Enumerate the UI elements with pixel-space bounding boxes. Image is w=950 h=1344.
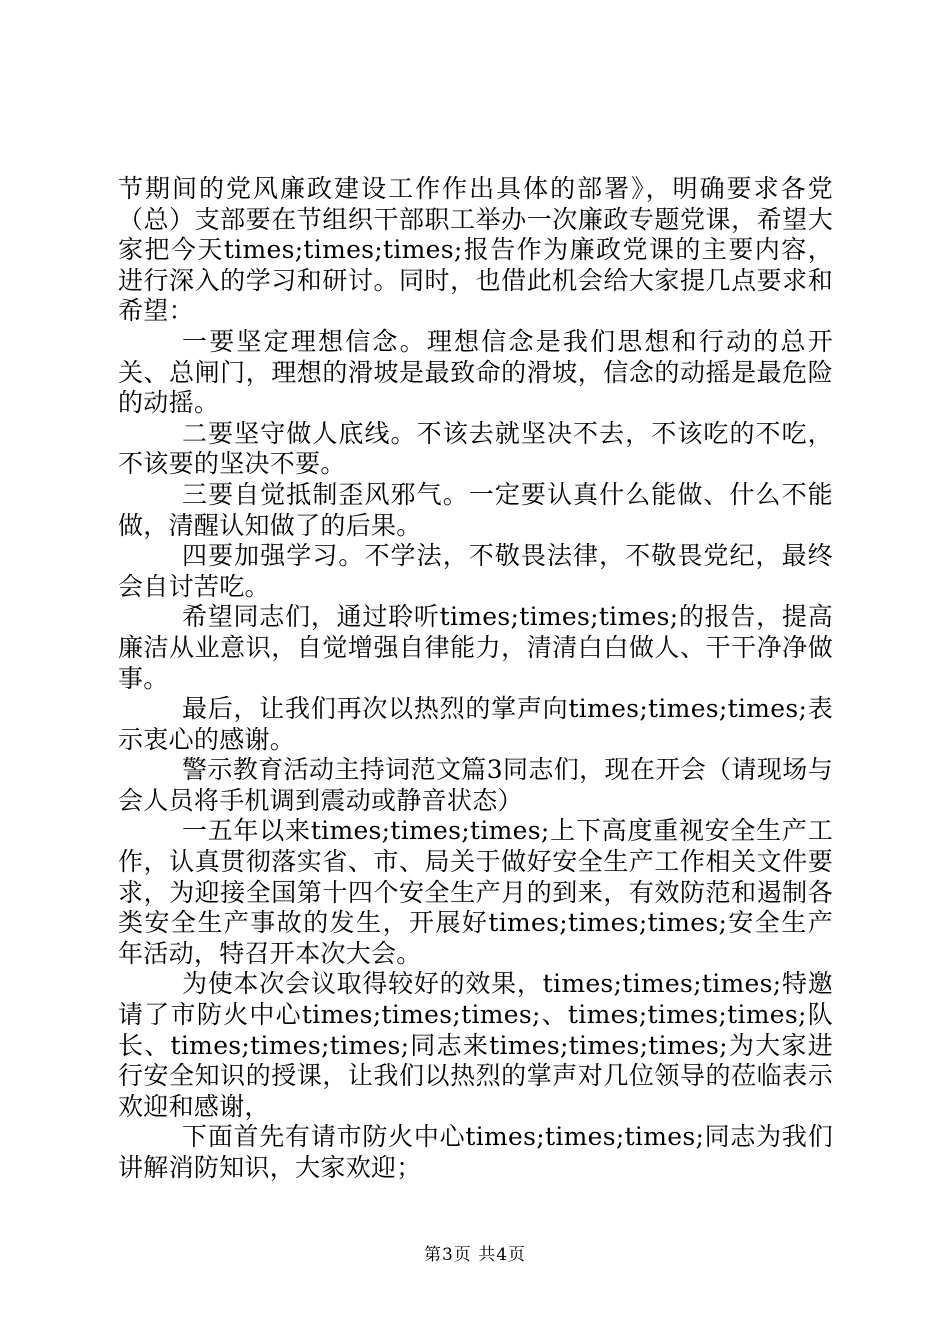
paragraph-sample-3-opening: 警示教育活动主持词范文篇3同志们，现在开会（请现场与会人员将手机调到震动或静音状态） <box>118 755 833 815</box>
paragraph-hope: 希望同志们，通过聆听times;times;times;的报告，提高廉洁从业意识，自觉增强自律能力，清清白白做人、干干净净做事。 <box>118 602 833 693</box>
page-number-footer: 第3页 共4页 <box>423 1245 527 1265</box>
paragraph-invited-guests: 为使本次会议取得较好的效果，times;times;times;特邀请了市防火中心times;times;times;、times;times;times;队长、times;times;times;同志来times;times;times;为大家进行安全知识的授课，让我们以热烈的掌声对几位领导的莅临表示欢迎和感谢， <box>118 969 833 1121</box>
paragraph-continuation: 节期间的党风廉政建设工作作出具体的部署》，明确要求各党（总）支部要在节组织干部职工举办一次廉政专题党课，希望大家把今天times;times;times;报告作为廉政党课的主要内容，进行深入的学习和研讨。同时，也借此机会给大家提几点要求和希望： <box>118 174 833 326</box>
paragraph-requirement-1: 一要坚定理想信念。理想信念是我们思想和行动的总开关、总闸门，理想的滑坡是最致命的滑坡，信念的动摇是最危险的动摇。 <box>118 326 833 418</box>
document-body <box>118 174 833 1184</box>
paragraph-safety-background: 一五年以来times;times;times;上下高度重视安全生产工作，认真贯彻落实省、市、局关于做好安全生产工作相关文件要求，为迎接全国第十四个安全生产月的到来，有效防范和遏制各类安全生产事故的发生，开展好times;times;times;安全生产年活动，特召开本次大会。 <box>118 816 833 968</box>
paragraph-thanks: 最后，让我们再次以热烈的掌声向times;times;times;表示衷心的感谢。 <box>118 694 833 754</box>
paragraph-requirement-4: 四要加强学习。不学法，不敬畏法律，不敬畏党纪，最终会自讨苦吃。 <box>118 541 833 601</box>
paragraph-first-speaker: 下面首先有请市防火中心times;times;times;同志为我们讲解消防知识，大家欢迎； <box>118 1122 833 1182</box>
paragraph-requirement-3: 三要自觉抵制歪风邪气。一定要认真什么能做、什么不能做，清醒认知做了的后果。 <box>118 479 833 540</box>
paragraph-requirement-2: 二要坚守做人底线。不该去就坚决不去，不该吃的不吃，不该要的坚决不要。 <box>118 418 833 479</box>
